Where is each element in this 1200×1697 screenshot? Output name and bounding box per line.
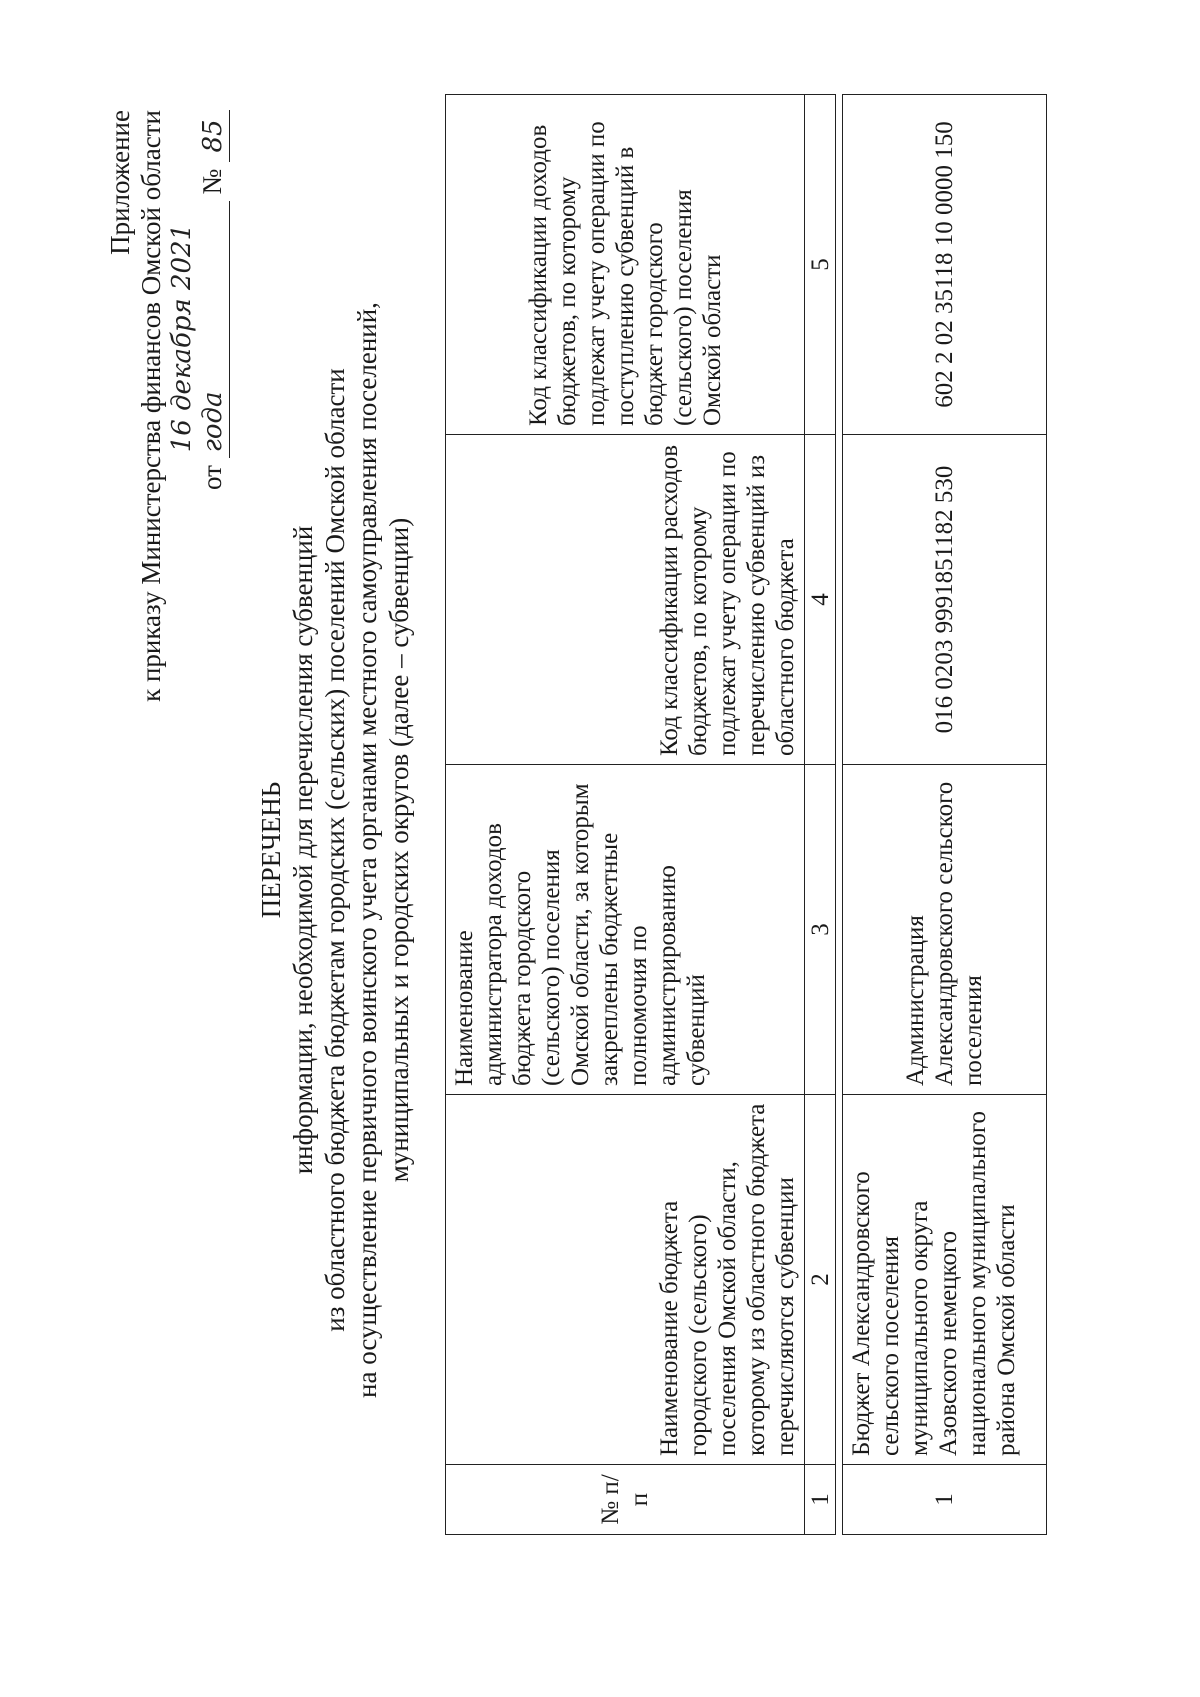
administrator-cell: Администрация Александровского сельского поселения [843, 765, 1047, 1095]
title-line-4: муниципальных и городских округов (далее – субвенции) [384, 517, 414, 1183]
header-cell-expense-code: Код классификации расходов бюджетов, по которому подлежат учету операции по перечислению субвенций из областного бюджета [446, 435, 805, 765]
document-page [50, 30, 1150, 1670]
header-cell-administrator: Наименование администратора доходов бюджета городского (сельского) поселения Омской области, за которым закреплены бюджетные полномочия по администрированию субвенций [446, 765, 805, 1095]
table-row [843, 95, 1047, 1535]
handwritten-number: 85 [198, 110, 230, 162]
appendix-label: Приложение [105, 110, 135, 255]
title-block [255, 30, 415, 1670]
title-line-2: из областного бюджета бюджетам городских (сельских) поселений Омской области [320, 368, 350, 1332]
column-number-cell: 2 [805, 1095, 836, 1465]
date-prefix: от [197, 465, 227, 490]
appendix-block [105, 110, 230, 702]
appendix-date-line [167, 110, 230, 490]
number-label: № [197, 168, 227, 195]
header-cell-income-code: Код классификации доходов бюджетов, по которому подлежат учету операции по поступлению субвенций в бюджет городского (сельского) поселения Омской области [446, 95, 805, 435]
column-number-cell: 1 [805, 1465, 836, 1535]
table-separator [836, 95, 843, 1535]
appendix-order-reference: к приказу Министерства финансов Омской области [136, 110, 166, 702]
header-cell-number: № п/п [446, 1465, 805, 1535]
page-title: ПЕРЕЧЕНЬ [256, 781, 286, 919]
income-code-cell: 602 2 02 35118 10 0000 150 [843, 95, 1047, 435]
row-number-cell: 1 [843, 1465, 1047, 1535]
handwritten-date: 16 декабря 2021 года [167, 201, 230, 458]
subsidy-table [445, 94, 1047, 1535]
column-number-cell: 5 [805, 95, 836, 435]
column-number-cell: 4 [805, 435, 836, 765]
header-cell-budget-name: Наименование бюджета городского (сельского) поселения Омской области, которому из областного бюджета перечисляются субвенции [446, 1095, 805, 1465]
budget-name-cell: Бюджет Александровского сельского поселения муниципального округа Азовского немецкого национального муниципального района Омской области [843, 1095, 1047, 1465]
title-line-3: на осуществление первичного воинского учета органами местного самоуправления поселений, [352, 302, 382, 1398]
table-header-row [446, 95, 805, 1535]
column-number-row [805, 95, 836, 1535]
column-number-cell: 3 [805, 765, 836, 1095]
expense-code-cell: 016 0203 9991851182 530 [843, 435, 1047, 765]
title-line-1: информации, необходимой для перечисления субвенций [288, 525, 318, 1175]
